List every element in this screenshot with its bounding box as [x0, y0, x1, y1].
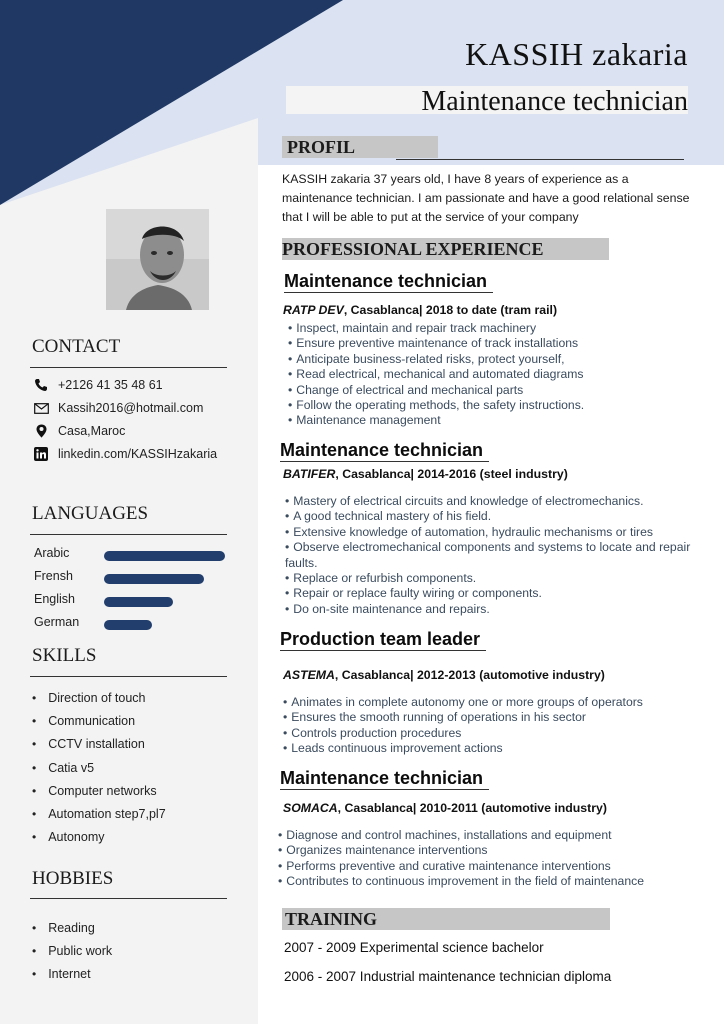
duty-item: • Maintenance management	[288, 413, 708, 428]
experience-heading: PROFESSIONAL EXPERIENCE	[282, 239, 544, 259]
duty-item: • Contributes to continuous improvement in the field of maintenance	[278, 874, 708, 889]
job-title: Production team leader	[280, 629, 486, 651]
duty-item: • Do on-site maintenance and repairs.	[285, 602, 697, 617]
job-duties	[288, 321, 708, 429]
language-name: Frensh	[34, 569, 73, 583]
job-duties	[285, 494, 697, 617]
location-pin-icon	[32, 424, 50, 438]
contact-location	[32, 424, 125, 438]
language-name: English	[34, 592, 75, 606]
profile-photo	[106, 209, 209, 310]
skills-list	[32, 686, 166, 849]
duty-item: • Controls production procedures	[283, 726, 703, 741]
contact-heading: CONTACT	[32, 336, 121, 357]
hobbies-divider	[30, 898, 227, 899]
job-title: Maintenance technician	[421, 86, 688, 117]
job-title: Maintenance technician	[280, 768, 489, 790]
contact-email	[32, 401, 203, 415]
job-duties	[283, 695, 703, 757]
hobby-item: • Reading	[32, 916, 112, 939]
contact-linkedin	[32, 447, 217, 461]
profil-divider	[396, 159, 684, 160]
languages-divider	[30, 534, 227, 535]
job-company	[283, 303, 557, 317]
language-level-bar	[104, 597, 173, 607]
company-details: , Casablanca| 2014-2016 (steel industry)	[335, 467, 568, 481]
company-name: BATIFER	[283, 467, 336, 481]
company-name: SOMACA	[283, 801, 338, 815]
job-company	[283, 467, 568, 481]
job-title: Maintenance technician	[284, 271, 493, 293]
training-item: 2006 - 2007 Industrial maintenance technician diploma	[284, 969, 612, 984]
phone-icon	[32, 378, 50, 392]
skills-divider	[30, 676, 227, 677]
language-level-bar	[104, 620, 152, 630]
duty-item: • Diagnose and control machines, installations and equipment	[278, 828, 708, 843]
job-title: Maintenance technician	[280, 440, 489, 462]
hobbies-heading: HOBBIES	[32, 868, 114, 889]
training-heading: TRAINING	[285, 909, 378, 929]
duty-item: • Observe electromechanical components and systems to locate and repair faults.	[285, 540, 697, 571]
language-name: German	[34, 615, 80, 629]
contact-divider	[30, 367, 227, 368]
skill-item: • Automation step7,pl7	[32, 802, 166, 825]
language-level-bar	[104, 574, 204, 584]
skill-item: • Computer networks	[32, 779, 166, 802]
company-name: RATP DEV	[283, 303, 344, 317]
duty-item: • Leads continuous improvement actions	[283, 741, 703, 756]
skill-item: • CCTV installation	[32, 733, 166, 756]
languages-heading: LANGUAGES	[32, 503, 149, 524]
contact-linkedin-text[interactable]: linkedin.com/KASSIHzakaria	[58, 447, 218, 461]
contact-phone-text[interactable]: +2126 41 35 48 61	[58, 378, 163, 392]
duty-item: • Repair or replace faulty wiring or components.	[285, 586, 697, 601]
job-duties	[278, 828, 708, 890]
company-details: , Casablanca| 2018 to date (tram rail)	[343, 303, 558, 317]
profil-text: KASSIH zakaria 37 years old, I have 8 years of experience as a maintenance technician. I am passionate and have a good relational sense that I will be able to put at the service of your company	[282, 172, 690, 224]
hobby-item: • Internet	[32, 963, 112, 986]
duty-item: • Replace or refurbish components.	[285, 571, 697, 586]
language-name: Arabic	[34, 546, 70, 560]
hobbies-list	[32, 916, 112, 986]
linkedin-icon	[32, 447, 50, 461]
duty-item: • Mastery of electrical circuits and knowledge of electromechanics.	[285, 494, 697, 509]
duty-item: • Anticipate business-related risks, protect yourself,	[288, 352, 708, 367]
duty-item: • Follow the operating methods, the safety instructions.	[288, 398, 708, 413]
contact-phone	[32, 378, 163, 392]
skill-item: • Autonomy	[32, 826, 166, 849]
duty-item: • Ensure preventive maintenance of track installations	[288, 336, 708, 351]
skills-heading: SKILLS	[32, 645, 97, 666]
company-details: , Casablanca| 2012-2013 (automotive industry)	[334, 668, 605, 682]
skill-item: • Communication	[32, 709, 166, 732]
duty-item: • Organizes maintenance interventions	[278, 843, 708, 858]
training-item: 2007 - 2009 Experimental science bachelor	[284, 940, 544, 955]
duty-item: • Read electrical, mechanical and automated diagrams	[288, 367, 708, 382]
contact-email-text[interactable]: Kassih2016@hotmail.com	[58, 401, 204, 415]
job-company	[283, 801, 607, 815]
company-name: ASTEMA	[283, 668, 335, 682]
envelope-icon	[32, 401, 50, 415]
company-details: , Casablanca| 2010-2011 (automotive industry)	[337, 801, 607, 815]
duty-item: • Extensive knowledge of automation, hydraulic mechanisms or tires	[285, 525, 697, 540]
profil-heading: PROFIL	[287, 137, 356, 157]
language-level-bar	[104, 551, 225, 561]
hobby-item: • Public work	[32, 939, 112, 962]
contact-location-text: Casa,Maroc	[58, 424, 126, 438]
duty-item: • Animates in complete autonomy one or more groups of operators	[283, 695, 703, 710]
candidate-name: KASSIH zakaria	[465, 36, 688, 72]
skill-item: • Direction of touch	[32, 686, 166, 709]
duty-item: • Inspect, maintain and repair track machinery	[288, 321, 708, 336]
job-company	[283, 668, 605, 682]
duty-item: • Change of electrical and mechanical parts	[288, 383, 708, 398]
skill-item: • Catia v5	[32, 756, 166, 779]
duty-item: • Ensures the smooth running of operations in his sector	[283, 710, 703, 725]
duty-item: • A good technical mastery of his field.	[285, 509, 697, 524]
duty-item: • Performs preventive and curative maintenance interventions	[278, 859, 708, 874]
